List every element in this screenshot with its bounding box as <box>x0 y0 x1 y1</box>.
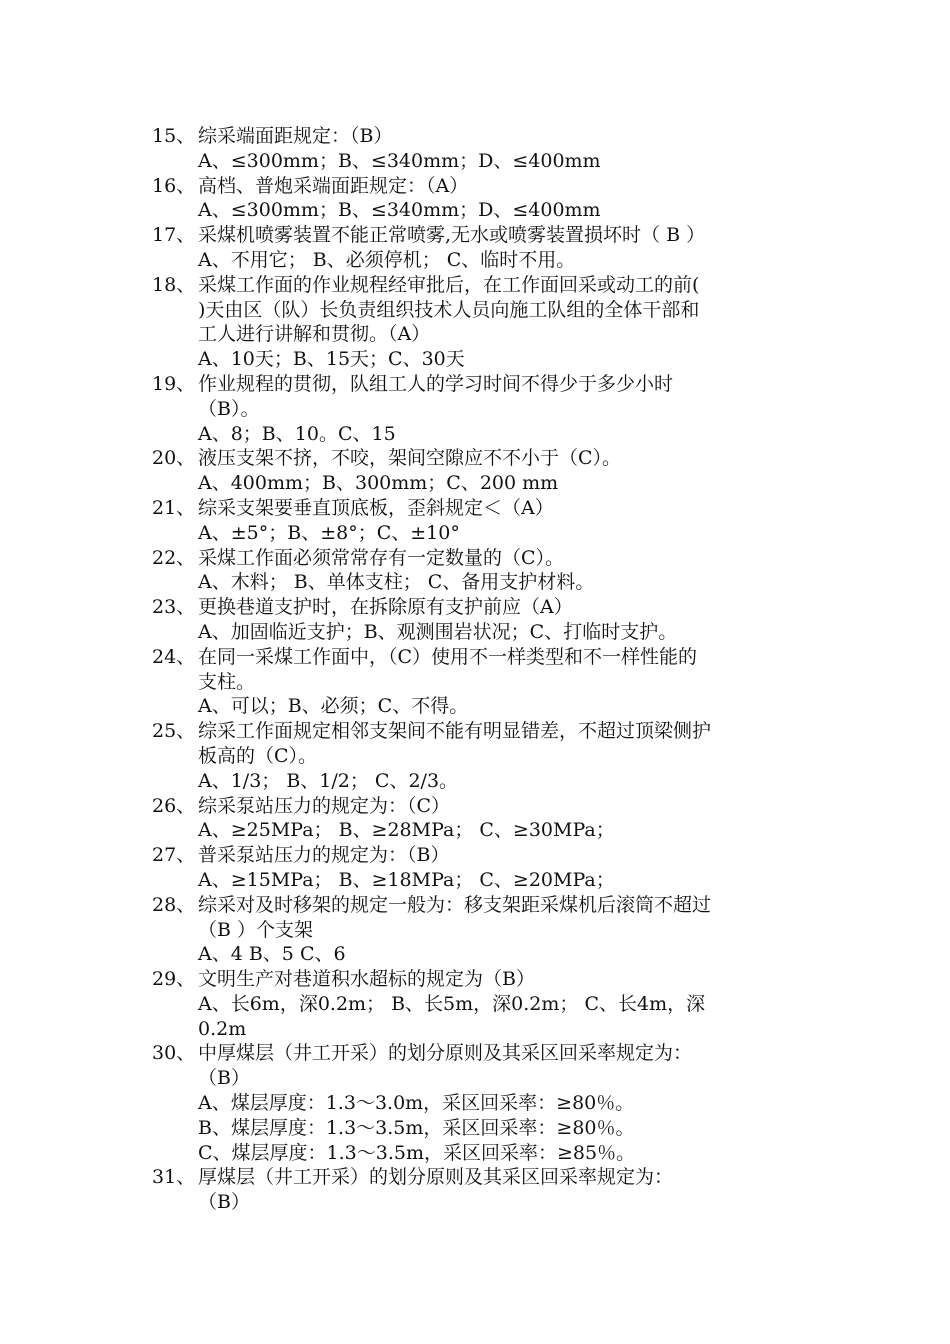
line-text: 综采支架要垂直顶底板，歪斜规定＜（A） <box>198 496 554 519</box>
line-text: 文明生产对巷道积水超标的规定为（B） <box>198 968 535 991</box>
question-line <box>0 967 950 992</box>
line-text: A、8；B、10。C、15 <box>198 422 396 445</box>
line-text: A、≤300mm；B、≤340mm；D、≤400mm <box>198 149 601 172</box>
answer-line <box>0 1116 950 1141</box>
line-text: 综采端面距规定：（B） <box>198 125 393 147</box>
line-text: （B ）个支架 <box>198 918 314 941</box>
line-text: 采煤工作面必须常常存有一定数量的（C）。 <box>198 546 565 569</box>
question-line <box>0 546 950 571</box>
question-line <box>0 372 950 397</box>
line-text: A、木料； B、单体支柱； C、备用支护材料。 <box>198 571 595 594</box>
answer-line <box>0 471 950 496</box>
answer-line <box>0 347 950 372</box>
answer-line <box>0 744 950 769</box>
answer-line <box>0 521 950 546</box>
answer-line <box>0 570 950 595</box>
question-line <box>0 843 950 868</box>
question-line <box>0 794 950 819</box>
line-text: A、≥25MPa； B、≥28MPa； C、≥30MPa； <box>198 819 615 842</box>
question-line <box>0 124 950 149</box>
answer-line <box>0 818 950 843</box>
line-text: A、10天；B、15天；C、30天 <box>198 348 465 371</box>
answer-line <box>0 918 950 943</box>
line-text: （B） <box>198 1067 250 1090</box>
line-text: 在同一采煤工作面中，（C）使用不一样类型和不一样性能的 <box>198 645 698 668</box>
line-text: B、煤层厚度：1.3～3.5m，采区回采率：≥80％。 <box>198 1116 635 1139</box>
answer-line <box>0 198 950 223</box>
line-text: A、≥15MPa； B、≥18MPa； C、≥20MPa； <box>198 868 615 891</box>
question-number: 17、 <box>152 224 196 247</box>
line-text: 普采泵站压力的规定为：（B） <box>198 844 450 867</box>
question-number: 15、 <box>152 125 196 147</box>
answer-line <box>0 942 950 967</box>
question-number: 28、 <box>152 893 196 916</box>
line-text: A、1/3； B、1/2； C、2/3。 <box>198 769 459 792</box>
question-number: 26、 <box>152 794 196 817</box>
question-list <box>0 124 950 1215</box>
line-text: A、400mm；B、300mm；C、200 mm <box>198 472 559 495</box>
answer-line <box>0 1190 950 1215</box>
question-line <box>0 496 950 521</box>
answer-line <box>0 694 950 719</box>
answer-line <box>0 1091 950 1116</box>
line-text: 板高的（C）。 <box>198 744 318 767</box>
question-number: 25、 <box>152 720 196 743</box>
answer-line <box>0 322 950 347</box>
question-number: 18、 <box>152 273 196 296</box>
line-text: （B）。 <box>198 397 260 420</box>
answer-line <box>0 769 950 794</box>
question-line <box>0 223 950 248</box>
question-number: 31、 <box>152 1166 196 1189</box>
line-text: 支柱。 <box>198 670 256 693</box>
answer-line <box>0 670 950 695</box>
line-text: A、4 B、5 C、6 <box>198 943 346 966</box>
question-line <box>0 273 950 298</box>
question-line <box>0 893 950 918</box>
line-text: 采煤机喷雾装置不能正常喷雾,无水或喷雾装置损坏时（ B ） <box>198 224 706 247</box>
line-text: 综采工作面规定相邻支架间不能有明显错差，不超过顶梁侧护 <box>198 720 712 743</box>
line-text: 工人进行讲解和贯彻。（A） <box>198 323 431 346</box>
question-number: 16、 <box>152 174 196 197</box>
answer-line <box>0 397 950 422</box>
question-line <box>0 645 950 670</box>
line-text: A、加固临近支护；B、观测围岩状况；C、打临时支护。 <box>198 620 678 643</box>
answer-line <box>0 620 950 645</box>
line-text: 厚煤层（井工开采）的划分原则及其采区回采率规定为： <box>198 1166 674 1189</box>
line-text: 更换巷道支护时，在拆除原有支护前应（A） <box>198 596 573 619</box>
question-line <box>0 595 950 620</box>
line-text: 中厚煤层（井工开采）的划分原则及其采区回采率规定为： <box>198 1042 693 1065</box>
answer-line <box>0 298 950 323</box>
answer-line <box>0 149 950 174</box>
question-number: 24、 <box>152 645 196 668</box>
answer-line <box>0 992 950 1017</box>
line-text: C、煤层厚度：1.3～3.5m，采区回采率：≥85％。 <box>198 1141 636 1164</box>
answer-line <box>0 868 950 893</box>
line-text: A、±5°；B、±8°；C、±10° <box>198 521 460 544</box>
question-number: 20、 <box>152 447 196 470</box>
question-line <box>0 446 950 471</box>
question-number: 21、 <box>152 496 196 519</box>
line-text: 高档、普炮采端面距规定：（A） <box>198 174 469 197</box>
line-text: A、煤层厚度：1.3～3.0m，采区回采率：≥80％。 <box>198 1092 635 1115</box>
question-line <box>0 1165 950 1190</box>
question-number: 22、 <box>152 546 196 569</box>
line-text: A、可以；B、必须；C、不得。 <box>198 695 469 718</box>
line-text: 采煤工作面的作业规程经审批后，在工作面回采或动工的前( <box>198 273 700 296</box>
line-text: （B） <box>198 1191 250 1214</box>
line-text: 作业规程的贯彻，队组工人的学习时间不得少于多少小时 <box>198 372 674 395</box>
question-number: 27、 <box>152 844 196 867</box>
line-text: A、长6m，深0.2m； B、长5m，深0.2m； C、长4m，深 <box>198 992 706 1015</box>
answer-line <box>0 1141 950 1166</box>
line-text: A、不用它； B、必须停机； C、临时不用。 <box>198 248 576 271</box>
line-text: 0.2m <box>198 1017 247 1040</box>
line-text: 综采泵站压力的规定为：（C） <box>198 794 451 817</box>
line-text: A、≤300mm；B、≤340mm；D、≤400mm <box>198 199 601 222</box>
question-number: 23、 <box>152 596 196 619</box>
line-text: )天由区（队）长负责组织技术人员向施工队组的全体干部和 <box>198 298 700 321</box>
answer-line <box>0 422 950 447</box>
answer-line <box>0 1066 950 1091</box>
answer-line <box>0 1017 950 1042</box>
question-number: 30、 <box>152 1042 196 1065</box>
answer-line <box>0 248 950 273</box>
question-number: 19、 <box>152 372 196 395</box>
question-line <box>0 174 950 199</box>
question-line <box>0 719 950 744</box>
line-text: 综采对及时移架的规定一般为：移支架距采煤机后滚筒不超过 <box>198 893 712 916</box>
question-number: 29、 <box>152 968 196 991</box>
line-text: 液压支架不挤，不咬，架间空隙应不不小于（C）。 <box>198 447 622 470</box>
question-line <box>0 1041 950 1066</box>
